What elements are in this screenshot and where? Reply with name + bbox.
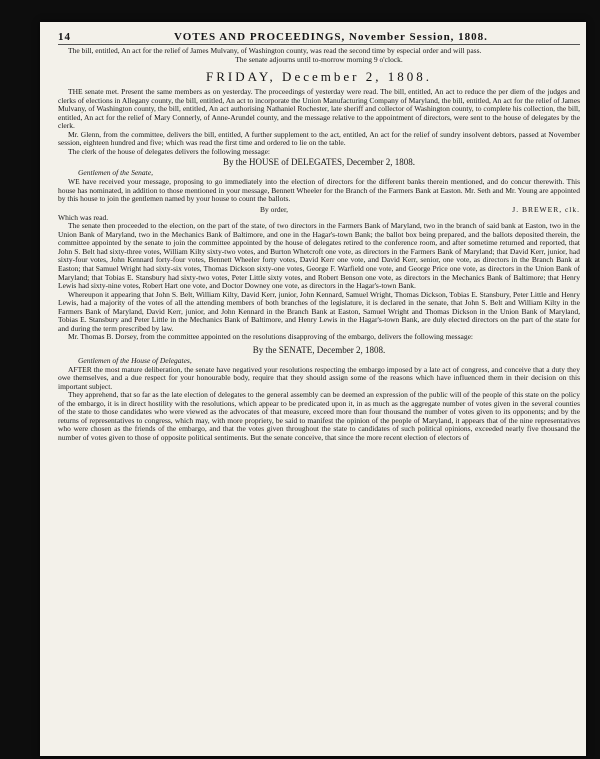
message-source-house: By the HOUSE of DELEGATES, December 2, 1808. (223, 157, 415, 168)
paragraph: Mr. Glenn, from the committee, delivers the bill, entitled, A further supplement to the act, entitled, An act for the relief of sundry insolvent debtors, passed at November session, eighteen hundred and five; which was read the first time and ordered to lie on the table. (58, 129, 580, 148)
signature-line (58, 205, 580, 214)
document-page (40, 22, 586, 756)
day-heading: FRIDAY, December 2, 1808. (206, 69, 432, 85)
salutation: Gentlemen of the House of Delegates, (78, 355, 192, 365)
paragraph: Whereupon it appearing that John S. Belt, William Kilty, David Kerr, junior, John Kennard, Samuel Wright, Thomas Dickson, Tobias E. Stansbury, Peter Little and Henry Lewis, had a majority of the votes of all the attending members of both branches of the legislature, it is declared in the senate, that John S. Belt and William Kilty in the Farmers Bank of Maryland, David Kerr, junior, and John Kennard in the Branch Bank at Easton, Samuel Wright and Thomas Dickson in the Union Bank of Maryland, Tobias E. Stansbury and Peter Little in the Mechanics Bank of Baltimore, and Henry Lewis in the Hagar's-town Bank, are duly elected directors on the part of the state for and during the term prescribed by law. (58, 289, 580, 333)
adjournment-line: The senate adjourns until to-morrow morning 9 o'clock. (235, 54, 403, 64)
running-title: VOTES AND PROCEEDINGS, November Session, 1808. (174, 31, 488, 43)
paragraph: The senate then proceeded to the election, on the part of the state, of two directors in the Farmers Bank of Maryland, two in the branch of said bank at Easton, two in the Union Bank of Maryland, two in the Mechanics Bank of Baltimore, and one in the Hagar's-town Bank; the ballot box being prepared, and the ballots deposited therein, the committee appointed by the senate to join the committee appointed by the house of delegates retired to the conference room, and after sometime returned and reported, that John S. Belt had sixty-three votes, William Kilty sixty-two votes, and Burton Whetcroft one vote, as directors in the Farmers Bank of Maryland; that David Kerr, junior, had sixty-four votes, John Kennard forty-four votes, Bennett Wheeler forty votes, David Kerr one vote, and David Kerr, senior, one vote, as directors in the Branch Bank at Easton; that Samuel Wright had sixty-six votes, Thomas Dickson sixty-one votes, George F. Warfield one vote, and George Price one vote, as directors in the Union Bank of Maryland; that Tobias E. Stansbury had sixty-two votes, Peter Little sixty votes, and Robert Benson one vote, as directors in the Mechanics Bank of Baltimore; that Henry Lewis had sixty-nine votes, Robert Hart one vote, and Doctor Downey one vote, as directors in the Hagar's-town Bank. (58, 221, 580, 291)
message-body: AFTER the most mature deliberation, the senate have negatived your resolutions respecting the embargo imposed by a late act of congress, and conceive that a duty they owe themselves, and a due respect for your honourable body, require that they should assign some of the reasons which have influenced them in their decision on this important subject. (58, 364, 580, 391)
paragraph: Which was read. (58, 212, 109, 222)
paragraph: Mr. Thomas B. Dorsey, from the committee appointed on the resolutions disapproving of the embargo, delivers the following message: (68, 332, 473, 342)
page-content (58, 30, 580, 752)
clerk-signature: J. BREWER, clk. (512, 204, 580, 214)
paragraph: The bill, entitled, An act for the relief of James Mulvany, of Washington county, was read the second time by especial order and will pass. (68, 46, 482, 55)
by-order: By order, (259, 204, 289, 214)
message-source-senate: By the SENATE, December 2, 1808. (252, 344, 386, 355)
page-header (58, 30, 580, 45)
message-body: They apprehend, that so far as the late election of delegates to the general assembly can be deemed an expression of the public will of the people of this state on the policy of the embargo, it is in direct hostility with the resolutions, which appear to be predicated upon it, in as much as the aggregate number of votes given in the several counties of the state to those candidates who were viewed as the advocates of that measure, exceed more than four thousand the number of votes given to its opponents; and by the returns of representatives to congress, which may, with more propriety, be said to manifest the opinion of the people of Maryland, it appears that of the nine representatives who were chosen as the friends of the embargo, and that the votes given throughout the state to candidates of such political opinions, exceeded nearly five thousand the number of votes given to those of opposite political sentiments. But the senate conceive, that since the more recent election of electors of (58, 390, 580, 442)
page-number: 14 (58, 31, 71, 43)
paragraph: THE senate met. Present the same members as on yesterday. The proceedings of yesterday were read. The bill, entitled, An act to reduce the per diem of the judges and clerks of elections in Allegany county, the bill, entitled, An act to incorporate the Union Manufacturing Company of Maryland, the bill, entitled, An act for the relief of James Mulvany, of Washington county, the bill, entitled, An act authorising Nathaniel Rochester, late sheriff and collector of Washington county, to complete his collection, the bill, entitled, An act for the relief of Mary Connerly, of Anne-Arundel county, and the message relative to the appointment of directors, were sent to the house of delegates by the clerk. (58, 87, 580, 131)
salutation: Gentlemen of the Senate, (78, 168, 153, 178)
message-body: WE have received your message, proposing to go immediately into the election of directors for the different banks therein mentioned, and do concur therewith. This house has nominated, in addition to those mentioned in your message, Bennett Wheeler for the Branch of the Farmers Bank at Easton. Mr. Seth and Mr. Young are appointed by this house to join the gentlemen named by your house to count the ballots. (58, 177, 580, 204)
paragraph: The clerk of the house of delegates delivers the following message: (68, 146, 271, 156)
